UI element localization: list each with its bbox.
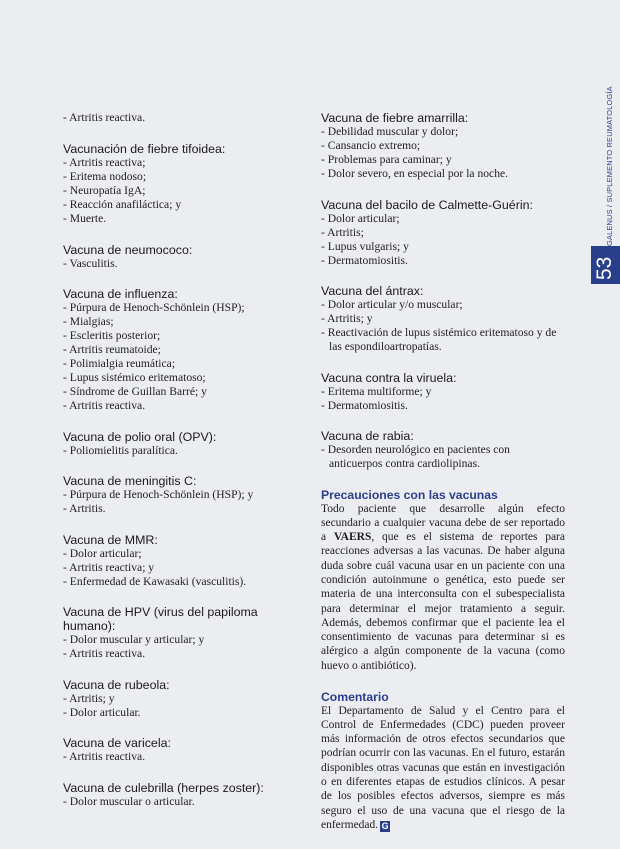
list-item: - Eritema multiforme; y bbox=[321, 384, 432, 398]
vaccine-heading: Vacuna de MMR: bbox=[63, 532, 158, 547]
vaccine-heading: Vacuna de varicela: bbox=[63, 736, 171, 750]
list-item: - Neuropatía IgA; bbox=[63, 184, 146, 197]
list-item: - Artritis; y bbox=[63, 691, 115, 705]
list-item: - Dermatomiositis. bbox=[321, 398, 408, 412]
effects-list bbox=[63, 692, 313, 720]
vaccine-block bbox=[63, 142, 313, 226]
left-column bbox=[63, 111, 313, 825]
list-item: - Desorden neurológico en pacientes con anticuerpos contra cardiolipinas. bbox=[321, 443, 510, 470]
list-item: - Escleritis posterior; bbox=[63, 329, 161, 342]
effects-list bbox=[63, 444, 313, 458]
vaccine-block bbox=[63, 243, 313, 271]
list-item: - Dermatomiositis. bbox=[321, 253, 408, 267]
effects-list bbox=[321, 443, 565, 471]
list-item: - Eritema nodoso; bbox=[63, 170, 147, 183]
vaccine-block bbox=[321, 429, 565, 471]
list-item: - Artritis reactiva. bbox=[63, 399, 146, 412]
effects-list bbox=[321, 212, 565, 268]
list-item: - Dolor muscular o articular. bbox=[63, 794, 195, 808]
intro-block bbox=[63, 111, 313, 125]
list-item: - Dolor articular. bbox=[63, 705, 141, 719]
right-column bbox=[321, 111, 565, 849]
vaccine-block bbox=[63, 605, 313, 661]
vaccine-block bbox=[63, 287, 313, 413]
page-number-box bbox=[591, 246, 620, 284]
section-title: Comentario bbox=[321, 689, 389, 704]
list-item: - Artritis reactiva; bbox=[63, 156, 146, 169]
vaers-label: VAERS bbox=[333, 531, 372, 544]
vaccine-heading: Vacuna de culebrilla (herpes zoster): bbox=[63, 780, 264, 795]
effects-list bbox=[63, 301, 313, 413]
list-item: - Dolor severo, en especial por la noche. bbox=[321, 167, 509, 180]
vaccine-block bbox=[63, 533, 313, 589]
vaccine-block bbox=[63, 678, 313, 720]
list-item: - Artritis reactiva. bbox=[63, 750, 146, 763]
list-item: - Dolor articular y/o muscular; bbox=[321, 298, 463, 311]
end-mark-icon: G bbox=[381, 820, 389, 831]
list-item: - Lupus sistémico eritematoso; bbox=[63, 371, 206, 384]
vaccine-heading: Vacuna de meningitis C: bbox=[63, 474, 197, 488]
list-item: - Artritis. bbox=[63, 502, 106, 515]
list-item: - Debilidad muscular y dolor; bbox=[321, 125, 459, 138]
list-item: - Dolor articular; bbox=[63, 546, 142, 560]
effects-list bbox=[321, 125, 565, 181]
vaccine-block bbox=[321, 198, 565, 268]
vaccine-heading: Vacuna del ántrax: bbox=[321, 284, 424, 298]
list-item: - Artritis; bbox=[321, 225, 364, 239]
list-item: - Poliomielitis paralítica. bbox=[63, 443, 178, 457]
page-number: 53 bbox=[593, 256, 616, 280]
list-item: - Polimialgia reumática; bbox=[63, 357, 176, 370]
vaccine-block bbox=[63, 781, 313, 809]
vaccine-heading: Vacunación de fiebre tifoidea: bbox=[63, 142, 226, 156]
vaccine-block bbox=[63, 474, 313, 516]
list-item: - Dolor articular; bbox=[321, 211, 400, 225]
list-item: - Artritis; y bbox=[321, 312, 373, 325]
list-item: - Reacción anafiláctica; y bbox=[63, 198, 182, 211]
list-item: - Reactivación de lupus sistémico eritematoso y de las espondiloartropatías. bbox=[321, 326, 557, 353]
precautions-section bbox=[321, 488, 565, 674]
list-item: - Artritis reactiva. bbox=[63, 647, 146, 660]
list-item: - Enfermedad de Kawasaki (vasculitis). bbox=[63, 574, 247, 588]
vaccine-heading: Vacuna de rubeola: bbox=[63, 677, 170, 692]
list-item: - Artritis reactiva. bbox=[63, 111, 146, 124]
vaccine-heading: Vacuna de rabia: bbox=[321, 429, 414, 443]
running-title-text: GALENUS / SUPLEMENTO REUMATOLOGÍA bbox=[605, 86, 614, 246]
paragraph-text: El Departamento de Salud y el Centro para el Control de Enfermedades (CDC) pueden proveer más información de otros efectos secundarios que podrían ocurrir con las vacunas. En el futuro, estarán disponibles otras vacunas que están en investigación o en diferentes etapas de estudios clínicos. A pesar de los posibles efectos adversos, siempre es más seguro el uso de una vacuna que el riesgo de la enfermedad. bbox=[321, 704, 565, 831]
effects-list bbox=[63, 156, 313, 226]
list-item: - Lupus vulgaris; y bbox=[321, 239, 409, 253]
effects-list bbox=[63, 547, 313, 589]
list-item: - Mialgias; bbox=[63, 315, 114, 328]
list-item: - Artritis reumatoide; bbox=[63, 343, 161, 356]
vaccine-heading: Vacuna de fiebre amarrilla: bbox=[321, 111, 469, 125]
list-item: - Cansancio extremo; bbox=[321, 139, 421, 152]
effects-list bbox=[321, 298, 565, 354]
effects-list bbox=[321, 385, 565, 413]
vaccine-block bbox=[321, 111, 565, 181]
effects-list bbox=[63, 488, 313, 516]
list-item: - Muerte. bbox=[63, 212, 107, 225]
list-item: - Artritis reactiva; y bbox=[63, 560, 155, 574]
paragraph-text: , que es el sistema de reportes para reacciones adversas a las vacunas. De haber alguna duda sobre cuál vacuna usar en un paciente con una condición autoinmune o genética, esto puede ser materia de una interconsulta con el subespecialista para determinar el mejor tratamiento a seguir. Además, debemos confirmar que el paciente lea el consentimiento de vacunas para determinar si es alérgico a algún componente de la vacuna (como huevo o antibiótico). bbox=[321, 531, 565, 672]
vaccine-heading: Vacuna de influenza: bbox=[63, 287, 178, 301]
section-title: Precauciones con las vacunas bbox=[321, 487, 498, 502]
comment-section bbox=[321, 690, 565, 833]
vaccine-heading: Vacuna de neumococo: bbox=[63, 242, 193, 257]
vaccine-block bbox=[321, 284, 565, 354]
vaccine-heading: Vacuna de HPV (virus del papiloma humano): bbox=[63, 605, 258, 633]
list-item: - Vasculitis. bbox=[63, 256, 118, 270]
list-item: - Púrpura de Henoch-Schönlein (HSP); bbox=[63, 301, 245, 314]
effects-list bbox=[63, 750, 313, 764]
vaccine-heading: Vacuna del bacilo de Calmette-Guérin: bbox=[321, 197, 533, 212]
vaccine-heading: Vacuna de polio oral (OPV): bbox=[63, 429, 217, 444]
precautions-paragraph bbox=[321, 502, 565, 674]
comment-paragraph bbox=[321, 704, 565, 833]
effects-list bbox=[63, 257, 313, 271]
paragraph-text: Todo paciente que desarrolle algún efecto secundario a cualquier vacuna debe de ser reportado a bbox=[321, 502, 565, 544]
vaccine-block bbox=[63, 430, 313, 458]
list-item: - Síndrome de Guillan Barré; y bbox=[63, 385, 207, 398]
running-title bbox=[591, 86, 620, 246]
list-item: - Dolor muscular y articular; y bbox=[63, 633, 205, 646]
vaccine-block bbox=[321, 371, 565, 413]
effects-list bbox=[63, 633, 313, 661]
list-item: - Púrpura de Henoch-Schönlein (HSP); y bbox=[63, 488, 254, 501]
list-item: - Problemas para caminar; y bbox=[321, 153, 452, 166]
vaccine-heading: Vacuna contra la viruela: bbox=[321, 370, 457, 385]
vaccine-block bbox=[63, 736, 313, 764]
